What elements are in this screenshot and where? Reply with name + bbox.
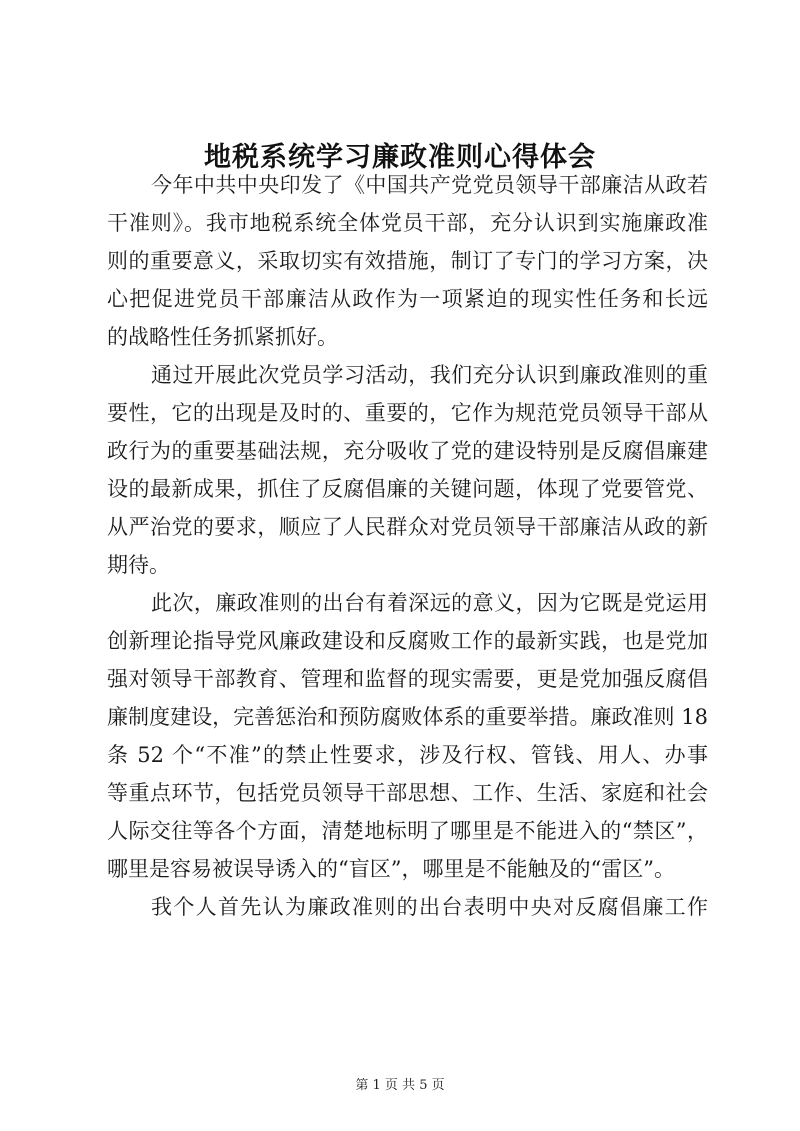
paragraph — [107, 584, 708, 888]
paragraph-line: 通过开展此次党员学习活动，我们充分认识到廉政准则的重 — [151, 363, 708, 387]
paragraph-line: 强对领导干部教育、管理和监督的现实需要，更是党加强反腐倡 — [107, 667, 708, 691]
document-title: 地税系统学习廉政准则心得体会 — [204, 142, 596, 173]
paragraph-line: 心把促进党员干部廉洁从政作为一项紧迫的现实性任务和长远 — [107, 287, 708, 311]
paragraph-line: 则的重要意义，采取切实有效措施，制订了专门的学习方案，决 — [107, 249, 708, 273]
paragraph-line: 条 52 个“不准”的禁止性要求，涉及行权、管钱、用人、办事 — [107, 743, 708, 767]
paragraph-line: 等重点环节，包括党员领导干部思想、工作、生活、家庭和社会 — [107, 781, 708, 805]
paragraph-line: 期待。 — [107, 553, 170, 577]
paragraph — [107, 166, 708, 356]
paragraph-line: 人际交往等各个方面，清楚地标明了哪里是不能进入的“禁区”， — [107, 819, 708, 843]
paragraph-line: 要性，它的出现是及时的、重要的，它作为规范党员领导干部从 — [107, 401, 708, 425]
paragraph — [107, 888, 708, 926]
paragraph-line: 政行为的重要基础法规，充分吸收了党的建设特别是反腐倡廉建 — [107, 439, 708, 463]
paragraph-line: 从严治党的要求，顺应了人民群众对党员领导干部廉洁从政的新 — [107, 515, 708, 539]
paragraph-line: 廉制度建设，完善惩治和预防腐败体系的重要举措。廉政准则 18 — [107, 705, 708, 729]
paragraph-line: 干准则》。我市地税系统全体党员干部，充分认识到实施廉政准 — [107, 211, 708, 235]
paragraph-line: 哪里是容易被误导诱入的“盲区”，哪里是不能触及的“雷区”。 — [107, 857, 675, 881]
paragraph-line: 我个人首先认为廉政准则的出台表明中央对反腐倡廉工作 — [151, 895, 708, 919]
paragraph-line: 的战略性任务抓紧抓好。 — [107, 325, 338, 349]
document-body — [107, 166, 708, 926]
paragraph-line: 今年中共中央印发了《中国共产党党员领导干部廉洁从政若 — [151, 173, 708, 197]
page-footer: 第 1 页 共 5 页 — [355, 1078, 445, 1093]
paragraph-line: 设的最新成果，抓住了反腐倡廉的关键问题，体现了党要管党、 — [107, 477, 708, 501]
paragraph-line: 此次，廉政准则的出台有着深远的意义，因为它既是党运用 — [151, 591, 708, 615]
paragraph — [107, 356, 708, 584]
paragraph-line: 创新理论指导党风廉政建设和反腐败工作的最新实践，也是党加 — [107, 629, 708, 653]
